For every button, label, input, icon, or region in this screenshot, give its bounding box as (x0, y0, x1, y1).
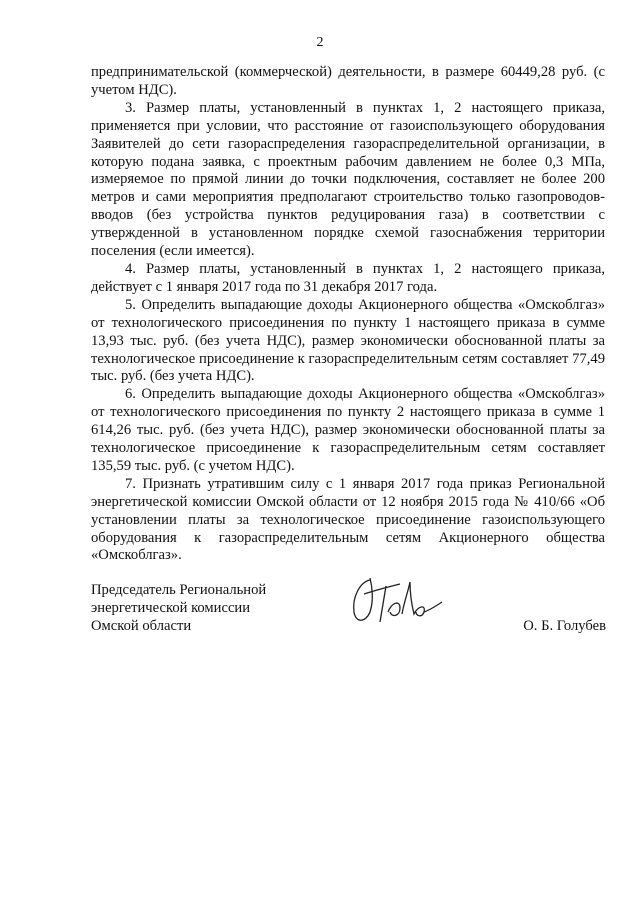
paragraph-4: 4. Размер платы, установленный в пунктах 1, 2 настоящего приказа, действует с 1 января 2017 года по 31 декабря 2017 года. (91, 260, 605, 295)
paragraph-5: 5. Определить выпадающие доходы Акционерного общества «Омскоблгаз» от технологического присоединения по пункту 1 настоящего приказа в сумме 13,93 тыс. руб. (без учета НДС), размер экономически обоснованной платы за технологическое присоединение к газораспределительным сетям составляет 77,49 тыс. руб. (без учета НДС). (91, 296, 605, 385)
signatory-name: О. Б. Голубев (523, 618, 606, 634)
paragraph-6: 6. Определить выпадающие доходы Акционерного общества «Омскоблгаз» от технологического присоединения по пункту 2 настоящего приказа в сумме 1 614,26 тыс. руб. (без учета НДС), размер экономически обоснованной платы за технологическое присоединение к газораспределительным сетям составляет 135,59 тыс. руб. (с учетом НДС). (91, 386, 605, 474)
signatory-title-line: энергетической комиссии (91, 599, 251, 616)
paragraph-continuation: предпринимательской (коммерческой) деятельности, в размере 60449,28 руб. (с учетом НДС). (91, 64, 605, 98)
signatory-title (91, 582, 266, 636)
document-body (91, 64, 605, 565)
handwritten-signature (340, 572, 445, 630)
paragraph-7: 7. Признать утратившим силу с 1 января 2017 года приказ Региональной энергетической комиссии Омской области от 12 ноября 2015 года № 410/66 «Об установлении платы за технологическое присоединение газоиспользующего оборудования к газораспределительным сетям Акционерного общества «Омскоблгаз». (91, 475, 605, 564)
paragraph-3: 3. Размер платы, установленный в пунктах 1, 2 настоящего приказа, применяется при условии, что расстояние от газоиспользующего оборудования Заявителей до сети газораспределения газораспределительной организации, в которую подана заявка, с проектным рабочим давлением не более 0,3 МПа, измеряемое по прямой линии до точки подключения, составляет не более 200 метров и сами мероприятия предполагают строительство только газопроводов-вводов (без устройства пунктов редуцирования газа) в соответствии с утвержденной в установленном порядке схемой газоснабжения территории поселения (если имеется). (91, 99, 605, 260)
signatory-title-line: Омской области (91, 617, 192, 634)
signatory-title-line: Председатель Региональной (91, 582, 267, 598)
page-number: 2 (316, 35, 324, 50)
